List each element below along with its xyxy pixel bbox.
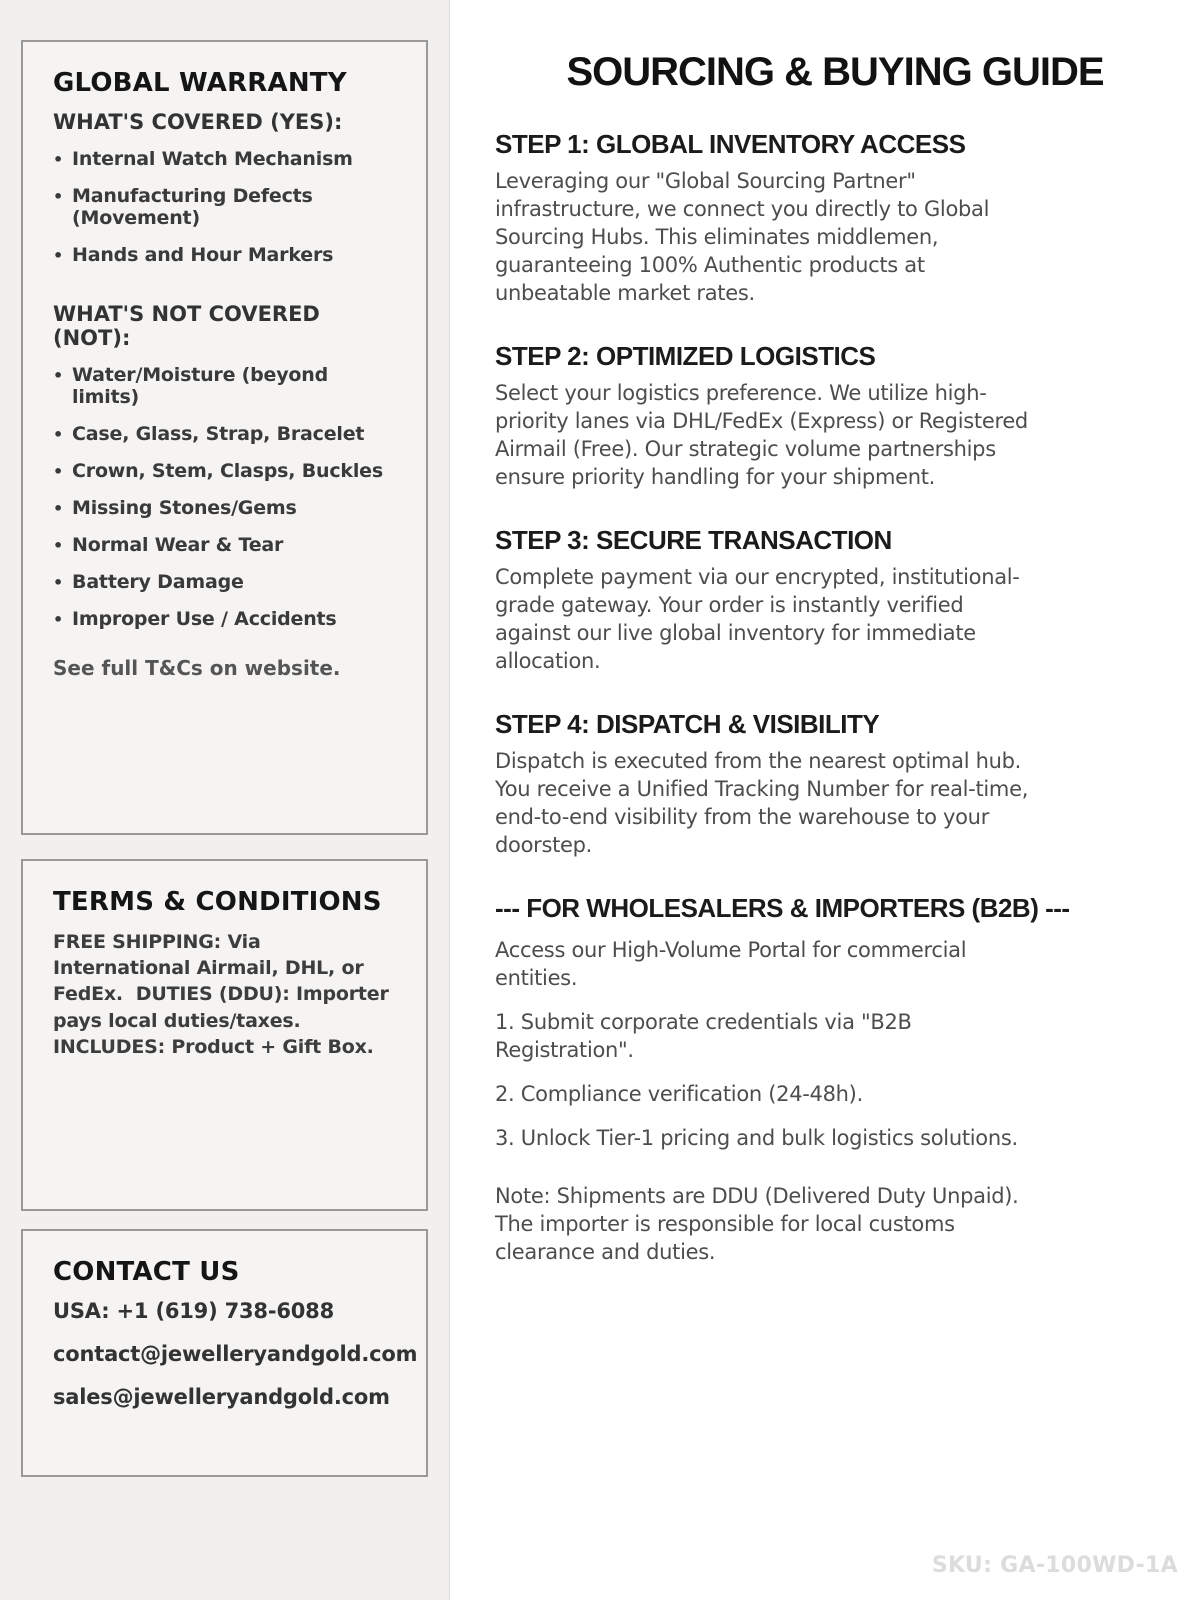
list-item (53, 608, 396, 630)
not-covered-list (53, 364, 396, 630)
list-item-label: Water/Moisture (beyond limits) (72, 364, 329, 408)
bullet-dot-icon: • (53, 425, 64, 444)
not-covered-heading: WHAT'S NOT COVERED (NOT): (53, 302, 320, 350)
global-warranty-panel (21, 40, 428, 835)
step-4-heading: STEP 4: DISPATCH & VISIBILITY (495, 709, 880, 739)
terms-conditions-panel (21, 859, 428, 1211)
b2b-item-2: 2. Compliance verification (24-48h). (495, 1082, 863, 1106)
bullet-dot-icon: • (53, 187, 64, 206)
b2b-note: Note: Shipments are DDU (Delivered Duty Unpaid). The importer is responsible for local customs clearance and duties. (495, 1184, 1019, 1264)
step-3-section (495, 525, 1175, 675)
bullet-dot-icon: • (53, 610, 64, 629)
step-4-body: Dispatch is executed from the nearest optimal hub. You receive a Unified Tracking Number for real-time, end-to-end visibility from the warehouse to your doorstep. (495, 749, 1029, 857)
bullet-dot-icon: • (53, 246, 64, 265)
bullet-dot-icon: • (53, 150, 64, 169)
covered-heading: WHAT'S COVERED (YES): (53, 110, 343, 134)
b2b-heading: --- FOR WHOLESALERS & IMPORTERS (B2B) --- (495, 893, 1070, 923)
bullet-dot-icon: • (53, 462, 64, 481)
contact-phone: USA: +1 (619) 738-6088 (53, 1299, 334, 1323)
list-item (53, 185, 396, 229)
covered-list (53, 148, 396, 266)
contact-title: CONTACT US (53, 1257, 240, 1287)
step-2-heading: STEP 2: OPTIMIZED LOGISTICS (495, 341, 876, 371)
list-item-label: Case, Glass, Strap, Bracelet (72, 423, 365, 445)
list-item (53, 497, 396, 519)
b2b-item-1: 1. Submit corporate credentials via "B2B Registration". (495, 1010, 912, 1062)
sourcing-guide-main (450, 0, 1200, 1600)
list-item-label: Missing Stones/Gems (72, 497, 297, 519)
step-4-section (495, 709, 1175, 859)
page-title: SOURCING & BUYING GUIDE (566, 50, 1104, 94)
contact-us-panel (21, 1229, 428, 1477)
list-item-label: Manufacturing Defects (Movement) (72, 185, 313, 229)
list-item-label: Hands and Hour Markers (72, 244, 334, 266)
b2b-section (495, 893, 1175, 1266)
step-1-section (495, 129, 1175, 307)
bullet-dot-icon: • (53, 366, 64, 385)
step-1-heading: STEP 1: GLOBAL INVENTORY ACCESS (495, 129, 966, 159)
list-item-label: Normal Wear & Tear (72, 534, 284, 556)
terms-title: TERMS & CONDITIONS (53, 887, 382, 917)
b2b-item-3: 3. Unlock Tier-1 pricing and bulk logistics solutions. (495, 1126, 1018, 1150)
bullet-dot-icon: • (53, 573, 64, 592)
list-item (53, 148, 396, 170)
step-3-body: Complete payment via our encrypted, institutional-grade gateway. Your order is instantly verified against our live global inventory for immediate allocation. (495, 565, 1020, 673)
contact-email-sales: sales@jewelleryandgold.com (53, 1385, 390, 1409)
list-item-label: Crown, Stem, Clasps, Buckles (72, 460, 383, 482)
list-item (53, 534, 396, 556)
list-item-label: Improper Use / Accidents (72, 608, 337, 630)
list-item (53, 460, 396, 482)
step-2-section (495, 341, 1175, 491)
bullet-dot-icon: • (53, 536, 64, 555)
contact-email-primary: contact@jewelleryandgold.com (53, 1342, 418, 1366)
step-2-body: Select your logistics preference. We utilize high-priority lanes via DHL/FedEx (Express) or Registered Airmail (Free). Our strategic volume partnerships ensure priority handling for your shipment. (495, 381, 1028, 489)
sku-label: SKU: GA-100WD-1A (931, 1553, 1178, 1578)
info-sidebar (0, 0, 450, 1600)
b2b-intro: Access our High-Volume Portal for commercial entities. (495, 938, 967, 990)
list-item-label: Internal Watch Mechanism (72, 148, 353, 170)
list-item (53, 244, 396, 266)
warranty-title: GLOBAL WARRANTY (53, 68, 347, 98)
list-item-label: Battery Damage (72, 571, 244, 593)
list-item (53, 423, 396, 445)
warranty-footnote: See full T&Cs on website. (53, 656, 341, 680)
bullet-dot-icon: • (53, 499, 64, 518)
list-item (53, 571, 396, 593)
step-1-body: Leveraging our "Global Sourcing Partner" infrastructure, we connect you directly to Global Sourcing Hubs. This eliminates middlemen, guaranteeing 100% Authentic products at unbeatable market rates. (495, 169, 990, 305)
list-item (53, 364, 396, 408)
terms-body: FREE SHIPPING: Via International Airmail, DHL, or FedEx. DUTIES (DDU): Importer pays local duties/taxes. INCLUDES: Product + Gift Box. (53, 931, 396, 1058)
step-3-heading: STEP 3: SECURE TRANSACTION (495, 525, 892, 555)
